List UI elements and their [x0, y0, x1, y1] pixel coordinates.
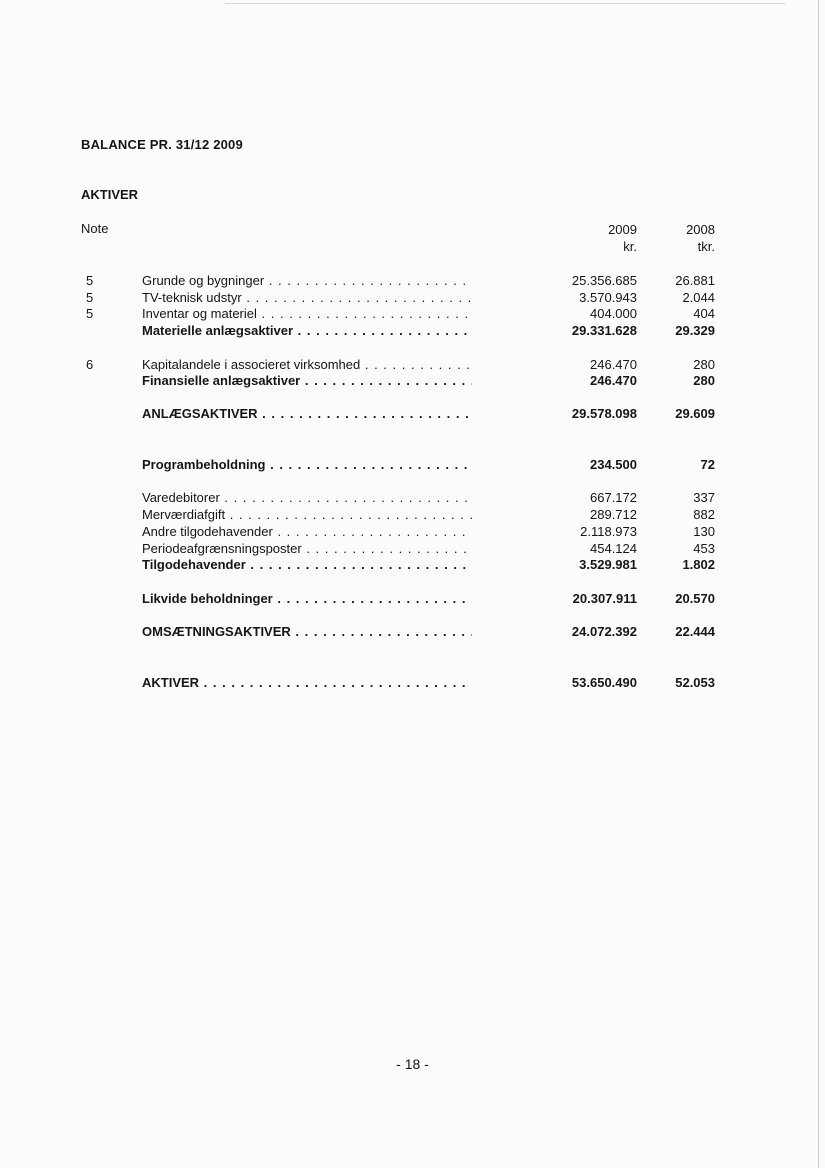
subtotal-row	[0, 556, 825, 573]
row-value-2008: 280	[693, 357, 715, 372]
row-value-2009: 454.124	[590, 541, 637, 556]
row-value-2009: 246.470	[590, 357, 637, 372]
table-row	[0, 289, 825, 306]
row-label: Periodeafgrænsningsposter . . .	[142, 540, 472, 557]
row-label: Merværdiafgift . . .	[142, 506, 472, 523]
year-2008-label: 2008	[686, 222, 715, 237]
row-value-2009: 20.307.911	[572, 591, 637, 606]
row-label: ANLÆGSAKTIVER . . .	[142, 405, 472, 422]
row-label: Likvide beholdninger . . .	[142, 590, 472, 607]
section-heading: AKTIVER	[81, 187, 139, 202]
row-value-2008: 404	[693, 306, 715, 321]
page-title: BALANCE PR. 31/12 2009	[81, 137, 243, 152]
subtotal-row	[0, 456, 825, 473]
row-label: Tilgodehavender . . .	[142, 556, 472, 573]
table-row	[0, 356, 825, 373]
row-value-2008: 72	[700, 457, 715, 472]
table-row	[0, 540, 825, 557]
total-row	[0, 623, 825, 640]
row-label: Varedebitorer . . .	[142, 489, 472, 506]
row-note: 5	[86, 290, 94, 305]
year-2009-unit: kr.	[623, 239, 637, 254]
page-number: - 18 -	[396, 1056, 429, 1072]
row-value-2009: 289.712	[590, 507, 637, 522]
table-row	[0, 305, 825, 322]
row-value-2008: 29.609	[675, 406, 715, 421]
row-value-2009: 404.000	[590, 306, 637, 321]
row-label: TV-teknisk udstyr . . .	[142, 289, 472, 306]
row-value-2008: 280	[693, 373, 715, 388]
scan-edge-right	[818, 0, 819, 1168]
row-label: Inventar og materiel . . .	[142, 305, 472, 322]
subtotal-row	[0, 322, 825, 339]
row-value-2009: 2.118.973	[580, 524, 637, 539]
row-value-2008: 26.881	[675, 273, 715, 288]
row-note: 5	[86, 306, 94, 321]
row-value-2009: 29.578.098	[571, 406, 637, 421]
table-row	[0, 272, 825, 289]
row-label: Grunde og bygninger . . .	[142, 272, 472, 289]
total-row	[0, 405, 825, 422]
row-value-2009: 25.356.685	[571, 273, 637, 288]
row-value-2008: 130	[693, 524, 715, 539]
row-value-2009: 29.331.628	[571, 323, 637, 338]
row-value-2009: 667.172	[590, 490, 637, 505]
row-label: OMSÆTNINGSAKTIVER . . .	[142, 623, 472, 640]
row-label: Programbeholdning . . .	[142, 456, 472, 473]
subtotal-row	[0, 372, 825, 389]
row-label: Materielle anlægsaktiver . . .	[142, 322, 472, 339]
note-column-header: Note	[81, 221, 109, 236]
row-value-2008: 2.044	[682, 290, 715, 305]
year-2009-label: 2009	[608, 222, 637, 237]
row-value-2009: 234.500	[590, 457, 637, 472]
row-value-2008: 1.802	[682, 557, 715, 572]
row-value-2009: 53.650.490	[571, 675, 637, 690]
row-value-2008: 29.329	[675, 323, 715, 338]
table-row	[0, 523, 825, 540]
row-value-2008: 20.570	[675, 591, 715, 606]
table-row	[0, 506, 825, 523]
scan-edge-top	[225, 3, 785, 4]
year-2009-header	[608, 221, 637, 255]
row-value-2008: 453	[693, 541, 715, 556]
year-2008-header	[686, 221, 715, 255]
year-2008-unit: tkr.	[697, 239, 715, 254]
row-label: Kapitalandele i associeret virksomhed . . .	[142, 356, 472, 373]
row-value-2008: 22.444	[675, 624, 715, 639]
row-label: Finansielle anlægsaktiver . . .	[142, 372, 472, 389]
row-note: 5	[86, 273, 94, 288]
row-value-2008: 52.053	[675, 675, 715, 690]
row-value-2008: 337	[693, 490, 715, 505]
row-value-2009: 24.072.392	[571, 624, 637, 639]
row-value-2009: 3.529.981	[579, 557, 637, 572]
row-label: AKTIVER . . .	[142, 674, 472, 691]
row-label: Andre tilgodehavender . . .	[142, 523, 472, 540]
row-value-2008: 882	[693, 507, 715, 522]
row-value-2009: 3.570.943	[579, 290, 637, 305]
row-value-2009: 246.470	[590, 373, 637, 388]
table-row	[0, 489, 825, 506]
grand-total-row	[0, 674, 825, 691]
row-note: 6	[86, 357, 94, 372]
subtotal-row	[0, 590, 825, 607]
